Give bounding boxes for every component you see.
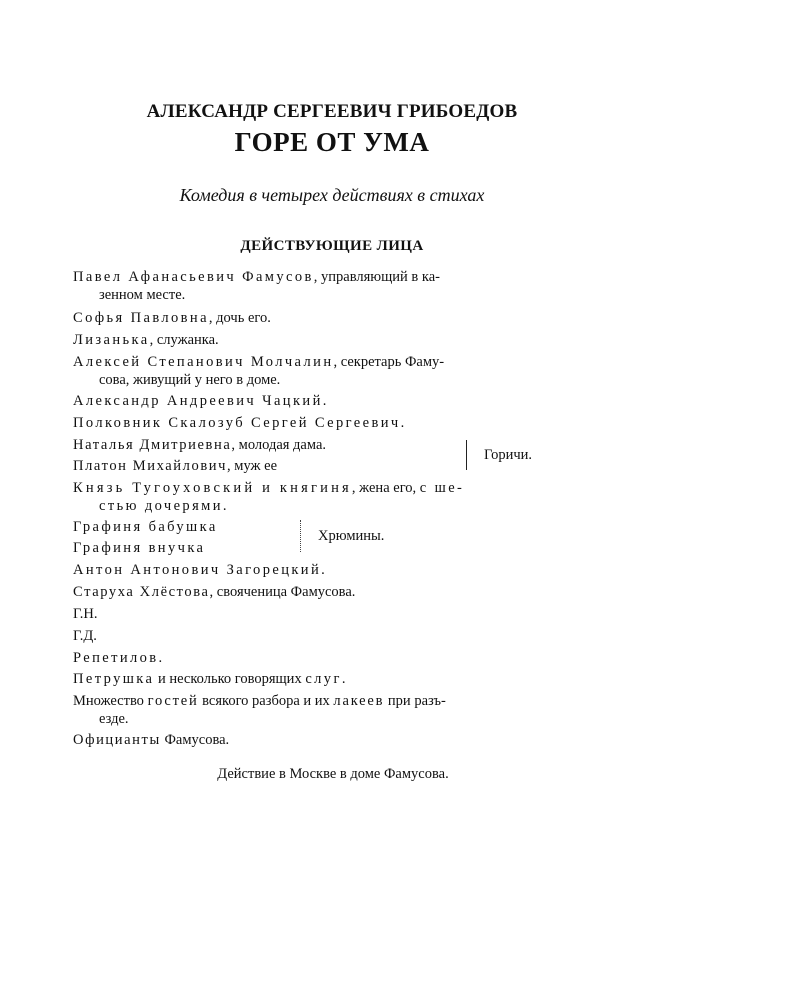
- character-name: Лизанька: [73, 332, 150, 348]
- character-desc-cont: сова, живущий у него в доме.: [99, 372, 281, 388]
- character-desc-end: .: [341, 671, 346, 687]
- cast-entry-khlestova: [73, 583, 355, 601]
- character-desc: .: [400, 415, 405, 431]
- cast-entry-grafinya-vnuchka: [73, 539, 205, 557]
- cast-entry-natalya: [73, 436, 326, 454]
- character-desc: Фамусова.: [160, 732, 230, 748]
- group-brace-gorichi: [466, 440, 473, 470]
- character-desc: .: [322, 393, 327, 409]
- cast-entry-repetilov: [73, 649, 162, 667]
- character-name: Г.Н.: [73, 606, 98, 622]
- cast-entry-lizanka: [73, 331, 219, 349]
- play-title: ГОРЕ ОТ УМА: [234, 127, 430, 157]
- character-name: Наталья Дмитриевна: [73, 437, 232, 453]
- character-desc: , управляющий в ка-: [313, 269, 440, 285]
- character-desc-end: при разъ-: [384, 693, 446, 709]
- character-name: Петрушка: [73, 671, 155, 687]
- character-desc-cont: стью дочерями.: [99, 498, 229, 514]
- cast-entry-platon: [73, 457, 277, 475]
- character-desc: , служанка.: [149, 332, 219, 348]
- cast-entry-molchalin: [73, 353, 444, 389]
- character-desc: , жена его,: [351, 480, 420, 496]
- cast-entry-gd: [73, 627, 97, 645]
- character-desc-start: Множество: [73, 693, 148, 709]
- cast-entry-grafinya-babushka: [73, 518, 218, 536]
- cast-entry-skalozub: [73, 414, 404, 432]
- character-name: Александр Андреевич Чацкий: [73, 393, 323, 409]
- character-desc: , свояченица Фамусова.: [209, 584, 356, 600]
- play-subtitle: Комедия в четырех действиях в стихах: [179, 185, 485, 205]
- cast-entry-officianty: [73, 731, 229, 749]
- cast-heading: ДЕЙСТВУЮЩИЕ ЛИЦА: [240, 238, 424, 254]
- character-desc-cont: езде.: [99, 711, 129, 727]
- character-name: Павел Афанасьевич Фамусов: [73, 269, 314, 285]
- cast-entry-tugoukhovsky: [73, 479, 464, 515]
- character-name: Графиня бабушка: [73, 519, 218, 535]
- character-desc: , дочь его.: [208, 310, 271, 326]
- character-name: Платон Михайлович: [73, 458, 228, 474]
- character-name: Старуха Хлёстова: [73, 584, 210, 600]
- character-desc: .: [321, 562, 325, 578]
- character-desc: , секретарь Фаму-: [333, 354, 445, 370]
- author-name: АЛЕКСАНДР СЕРГЕЕВИЧ ГРИБОЕДОВ: [146, 101, 518, 122]
- character-name: Антон Антонович Загорецкий: [73, 562, 322, 578]
- character-desc-cont: зенном месте.: [99, 287, 186, 303]
- character-desc: , молодая дама.: [231, 437, 327, 453]
- character-desc: и несколько говорящих: [154, 671, 306, 687]
- character-desc: .: [158, 650, 163, 666]
- setting-note: Действие в Москве в доме Фамусова.: [217, 766, 449, 782]
- cast-entry-petrushka: [73, 670, 345, 688]
- cast-entry-famusov: [73, 268, 440, 304]
- group-label-gorichi: Горичи.: [484, 447, 533, 463]
- group-label-khryuminy: Хрюмины.: [318, 528, 385, 544]
- character-name-2: слуг: [305, 671, 342, 687]
- character-name: Алексей Степанович Молчалин: [73, 354, 334, 370]
- character-desc: всякого разбора и их: [198, 693, 334, 709]
- character-name-2: с ше-: [419, 480, 465, 496]
- cast-entry-zagoretsky: [73, 561, 325, 579]
- character-name: Полковник Скалозуб Сергей Сергеевич: [73, 415, 401, 431]
- character-name: Репетилов: [73, 650, 159, 666]
- character-name: Графиня внучка: [73, 540, 206, 556]
- group-brace-khryuminy: [300, 520, 307, 552]
- cast-entry-guests: [73, 692, 446, 728]
- character-name: Софья Павловна: [73, 310, 209, 326]
- character-name: гостей: [147, 693, 199, 709]
- character-name: Князь Тугоуховский и княгиня: [73, 480, 352, 496]
- character-name: Официанты: [73, 732, 161, 748]
- cast-entry-chatsky: [73, 392, 326, 410]
- character-desc: , муж ее: [227, 458, 278, 474]
- cast-entry-sofya: [73, 309, 271, 327]
- character-name-2: лакеев: [333, 693, 385, 709]
- character-name: Г.Д.: [73, 628, 97, 644]
- cast-entry-gn: [73, 605, 97, 623]
